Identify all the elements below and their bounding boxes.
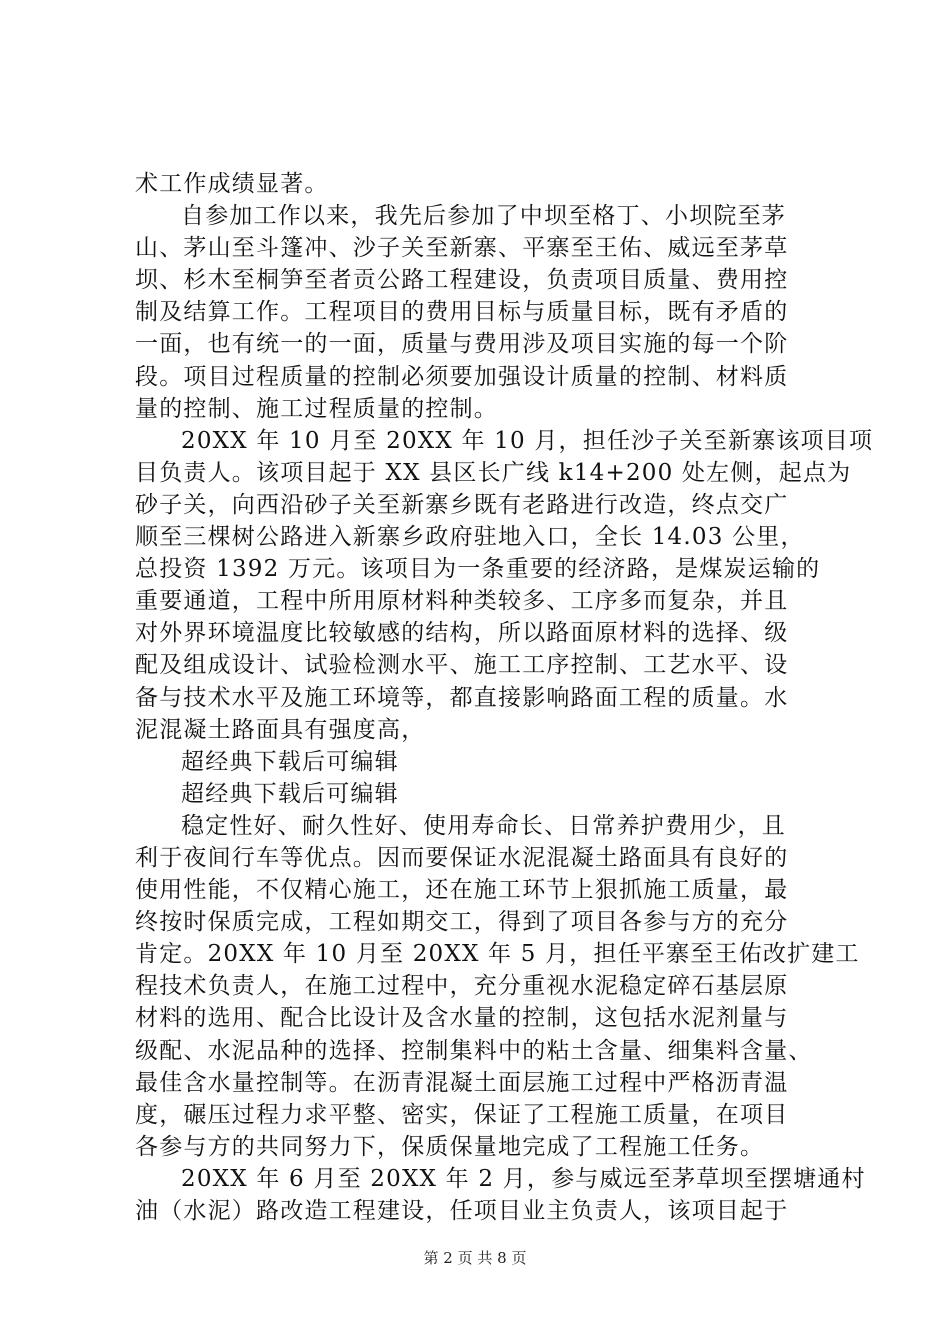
- text-line: 一面，也有统一的一面，质量与费用涉及项目实施的每一个阶: [135, 331, 789, 358]
- text-line: 泥混凝土路面具有强度高，: [135, 716, 426, 743]
- text-line: 终按时保质完成，工程如期交工，得到了项目各参与方的充分: [135, 909, 789, 936]
- text-line: 油（水泥）路改造工程建设，任项目业主负责人，该项目起于: [135, 1198, 789, 1224]
- text-line: 山、茅山至斗篷冲、沙子关至新寨、平寨至王佑、威远至茅草: [135, 235, 789, 262]
- text-line: 段。项目过程质量的控制必须要加强设计质量的控制、材料质: [135, 363, 789, 390]
- text-line: 总投资 1392 万元。该项目为一条重要的经济路，是煤炭运输的: [135, 556, 821, 583]
- text-line: 级配、水泥品种的选择、控制集料中的粘土含量、细集料含量、: [135, 1037, 813, 1064]
- text-line: 超经典下载后可编辑: [181, 748, 399, 775]
- text-line: 各参与方的共同努力下，保质保量地完成了工程施工任务。: [135, 1133, 765, 1160]
- text-line: 重要通道，工程中所用原材料种类较多、工序多而复杂，并且: [135, 588, 789, 615]
- document-body: [135, 168, 874, 1227]
- text-line: 度，碾压过程力求平整、密实，保证了工程施工质量，在项目: [135, 1101, 789, 1128]
- text-line: 材料的选用、配合比设计及含水量的控制，这包括水泥剂量与: [135, 1005, 789, 1032]
- text-line: 顺至三棵树公路进入新寨乡政府驻地入口，全长 14.03 公里，: [135, 524, 805, 551]
- text-line: 最佳含水量控制等。在沥青混凝土面层施工过程中严格沥青温: [135, 1069, 789, 1096]
- text-line: 程技术负责人，在施工过程中，充分重视水泥稳定碎石基层原: [135, 973, 789, 1000]
- text-line: 目负责人。该项目起于 XX 县区长广线 k14+200 处左侧，起点为: [135, 459, 852, 486]
- text-line: 20XX 年 10 月至 20XX 年 10 月，担任沙子关至新寨该项目项: [181, 427, 874, 454]
- text-line: 利于夜间行车等优点。因而要保证水泥混凝土路面具有良好的: [135, 844, 789, 871]
- text-line: 肯定。20XX 年 10 月至 20XX 年 5 月，担任平寨至王佑改扩建工: [135, 941, 860, 968]
- page-footer: 第 2 页 共 8 页: [423, 1249, 527, 1267]
- text-line: 对外界环境温度比较敏感的结构，所以路面原材料的选择、级: [135, 620, 789, 647]
- text-line: 术工作成绩显著。: [135, 171, 329, 197]
- text-line: 超经典下载后可编辑: [181, 780, 399, 807]
- text-line: 自参加工作以来，我先后参加了中坝至格丁、小坝院至茅: [181, 203, 786, 230]
- text-line: 量的控制、施工过程质量的控制。: [135, 395, 498, 422]
- text-line: 稳定性好、耐久性好、使用寿命长、日常养护费用少，且: [181, 812, 786, 839]
- text-line: 使用性能，不仅精心施工，还在施工环节上狠抓施工质量，最: [135, 877, 789, 904]
- text-line: 砂子关，向西沿砂子关至新寨乡既有老路进行改造，终点交广: [135, 491, 789, 518]
- text-line: 坝、杉木至桐笋至者贡公路工程建设，负责项目质量、费用控: [135, 267, 789, 294]
- text-line: 制及结算工作。工程项目的费用目标与质量目标，既有矛盾的: [135, 299, 789, 326]
- text-line: 备与技术水平及施工环境等，都直接影响路面工程的质量。水: [135, 684, 789, 711]
- text-line: 20XX 年 6 月至 20XX 年 2 月，参与威远至茅草坝至摆塘通村: [181, 1165, 866, 1192]
- text-line: 配及组成设计、试验检测水平、施工工序控制、工艺水平、设: [135, 652, 789, 679]
